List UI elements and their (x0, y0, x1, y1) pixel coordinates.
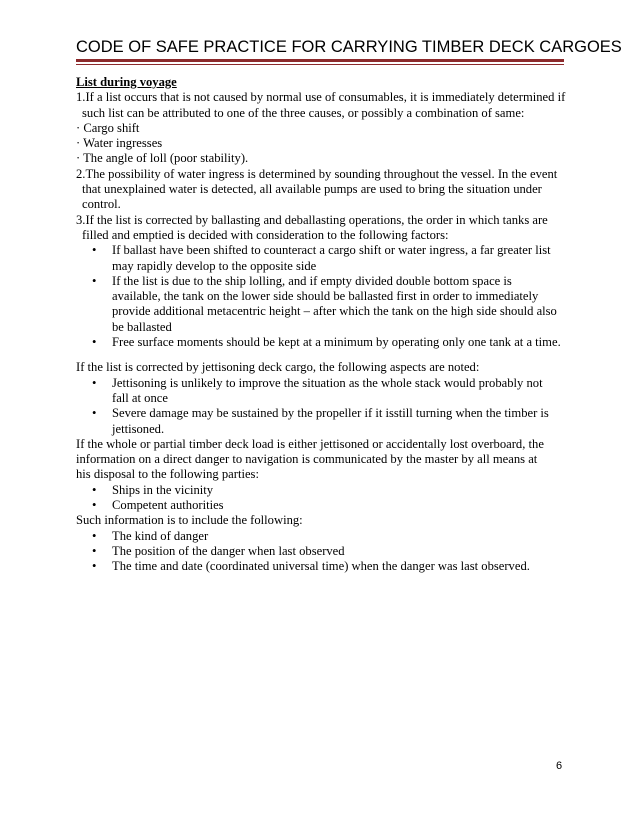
paragraph-line: his disposal to the following parties: (76, 467, 259, 482)
paragraph-line: filled and emptied is decided with consideration to the following factors: (82, 227, 449, 242)
paragraph-line: 3.If the list is corrected by ballasting and deballasting operations, the order in which tanks are (76, 212, 548, 227)
bullet-item (76, 274, 568, 289)
bullet-text: If the list is due to the ship lolling, and if empty divided double bottom space is (112, 273, 512, 288)
paragraph-line: If the whole or partial timber deck load is either jettisoned or accidentally lost overboard, the (76, 436, 544, 451)
document-body (76, 75, 568, 575)
list-item: · The angle of loll (poor stability). (76, 151, 249, 166)
bullet-text: Free surface moments should be kept at a minimum by operating only one tank at a time. (112, 335, 561, 350)
bullet-icon: • (92, 243, 97, 258)
bullet-text: Severe damage may be sustained by the propeller if it isstill turning when the timber is (112, 406, 549, 421)
paragraph-line: If the list is corrected by jettisoning deck cargo, the following aspects are noted: (76, 360, 480, 375)
bullet-text: The time and date (coordinated universal time) when the danger was last observed. (112, 559, 530, 574)
bullet-continuation: available, the tank on the lower side should be ballasted first in order to immediately (112, 289, 539, 304)
bullet-icon: • (92, 335, 97, 350)
bullet-item (76, 529, 568, 544)
bullet-item (76, 335, 568, 350)
bullet-item (76, 498, 568, 513)
list-item: · Cargo shift (76, 120, 140, 135)
paragraph-line: 1.If a list occurs that is not caused by normal use of consumables, it is immediately determined if (76, 90, 566, 105)
bullet-icon: • (92, 273, 97, 288)
bullet-text: Ships in the vicinity (112, 482, 214, 497)
bullet-text: If ballast have been shifted to counteract a cargo shift or water ingress, a far greater list (112, 243, 551, 258)
bullet-continuation: be ballasted (112, 319, 172, 334)
bullet-text: Jettisoning is unlikely to improve the situation as the whole stack would probably not (112, 375, 543, 390)
bullet-icon: • (92, 498, 97, 513)
list-item: · Water ingresses (76, 136, 163, 151)
page-number: 6 (556, 760, 563, 772)
bullet-item (76, 243, 568, 258)
paragraph-line: that unexplained water is detected, all available pumps are used to bring the situation under (82, 182, 542, 197)
paragraph-line: information on a direct danger to navigation is communicated by the master by all means at (76, 452, 538, 467)
bullet-item (76, 483, 568, 498)
header-rule-thick (76, 59, 564, 62)
bullet-item (76, 544, 568, 559)
section-title: List during voyage (76, 75, 177, 89)
bullet-continuation: jettisoned. (112, 421, 165, 436)
bullet-item (76, 406, 568, 421)
header-rule-thin (76, 64, 564, 65)
bullet-icon: • (92, 528, 97, 543)
paragraph-line: such list can be attributed to one of the three causes, or possibly a combination of same: (82, 105, 525, 120)
bullet-icon: • (92, 559, 97, 574)
bullet-icon: • (92, 543, 97, 558)
bullet-text: The position of the danger when last observed (112, 543, 345, 558)
bullet-icon: • (92, 482, 97, 497)
paragraph-line: Such information is to include the following: (76, 513, 303, 528)
paragraph-line: control. (82, 197, 121, 212)
bullet-icon: • (92, 375, 97, 390)
bullet-item (76, 376, 568, 391)
bullet-continuation: provide additional metacentric height – after which the tank on the high side should also (112, 304, 557, 319)
bullet-text: The kind of danger (112, 528, 209, 543)
paragraph-line: 2.The possibility of water ingress is determined by sounding throughout the vessel. In the event (76, 166, 558, 181)
bullet-continuation: fall at once (112, 390, 168, 405)
paragraph-gap (76, 350, 568, 360)
bullet-item (76, 559, 568, 574)
bullet-icon: • (92, 406, 97, 421)
bullet-text: Competent authorities (112, 498, 224, 513)
page-header-title: CODE OF SAFE PRACTICE FOR CARRYING TIMBER DECK CARGOES (76, 38, 622, 56)
bullet-continuation: may rapidly develop to the opposite side (112, 258, 317, 273)
